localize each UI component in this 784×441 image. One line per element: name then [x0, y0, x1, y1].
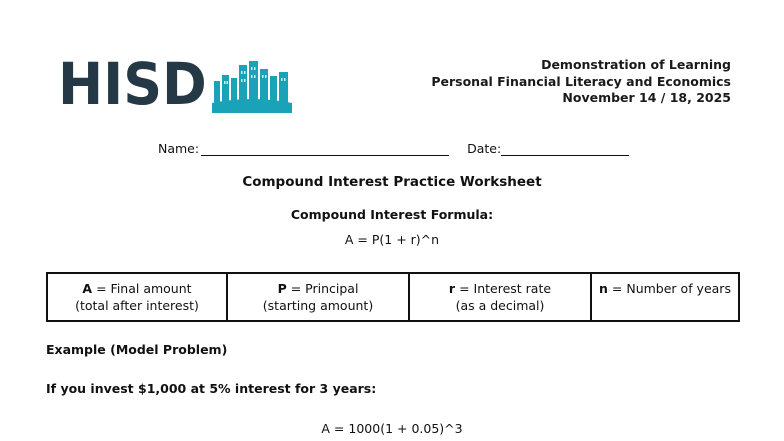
- example-calculation: A = 1000(1 + 0.05)^3: [321, 421, 463, 436]
- header-date: November 14 / 18, 2025: [562, 90, 731, 105]
- variable-symbol: A: [82, 281, 93, 296]
- variables-table: [46, 272, 740, 322]
- name-label: Name:: [158, 141, 200, 156]
- variable-cell: [227, 273, 409, 321]
- name-field[interactable]: [201, 141, 449, 156]
- header-course: Personal Financial Literacy and Economics: [431, 73, 731, 89]
- hisd-logo: [58, 50, 292, 118]
- formula-text: A = P(1 + r)^n: [344, 232, 440, 247]
- variable-symbol: n: [599, 281, 608, 296]
- header-title: Demonstration of Learning: [541, 57, 731, 72]
- name-date-row: [158, 141, 629, 156]
- date-field[interactable]: [501, 141, 629, 156]
- variable-description: = Final amount: [96, 281, 192, 296]
- variable-cell: [591, 273, 739, 321]
- variable-description: = Principal: [290, 281, 359, 296]
- variable-detail: (total after interest): [75, 298, 199, 313]
- city-skyline-icon: [212, 59, 292, 113]
- variable-detail: (as a decimal): [455, 298, 545, 313]
- date-label: Date:: [467, 141, 502, 156]
- variable-description: = Interest rate: [459, 281, 552, 296]
- worksheet-title: Compound Interest Practice Worksheet: [242, 174, 542, 190]
- example-question: If you invest $1,000 at 5% interest for 3 years:: [46, 381, 377, 396]
- variable-detail: (starting amount): [262, 298, 374, 313]
- variable-symbol: r: [448, 281, 456, 296]
- document-header: [431, 57, 731, 107]
- variable-symbol: P: [277, 281, 287, 296]
- formula-heading: Compound Interest Formula:: [290, 207, 494, 222]
- variable-cell: [47, 273, 227, 321]
- variable-description: = Number of years: [611, 281, 731, 296]
- variable-cell: [409, 273, 591, 321]
- table-row: [47, 273, 739, 321]
- example-heading: Example (Model Problem): [46, 342, 228, 357]
- logo-text: HISD: [58, 50, 207, 118]
